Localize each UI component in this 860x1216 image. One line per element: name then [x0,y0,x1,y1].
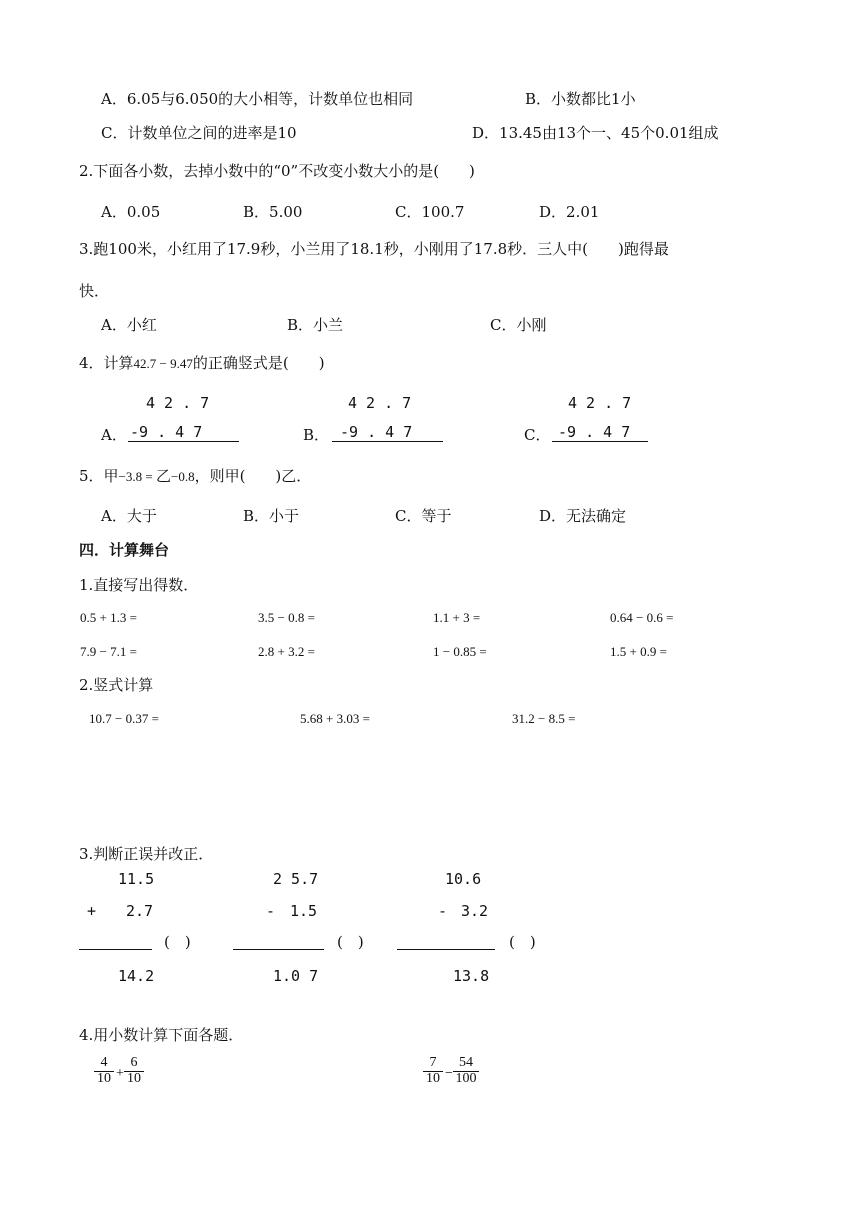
p2-item: 10.7 − 0.37 = [89,711,159,726]
p4-fraction [423,1056,443,1086]
q4-a-line [128,441,239,442]
p3-result: 14.2 [118,967,155,985]
q2-option-b: B．5.00 [243,203,303,221]
q4-c-line [552,441,648,442]
p1-item: 1.5 + 0.9 = [610,644,667,659]
p4-fraction [124,1056,144,1086]
p3-line [233,949,324,950]
p1-item: 3.5 − 0.8 = [258,610,315,625]
q2-option-d: D．2.01 [539,203,600,221]
p3-title: 3.判断正误并改正． [79,845,214,863]
p3-line [397,949,495,950]
q2-stem: 2.下面各小数，去掉小数中的“0”不改变小数大小的是( ) [79,162,475,180]
q5-stem [79,469,311,484]
q1-option-c: C．计数单位之间的进率是10 [101,124,297,142]
q4-a-label: A． [101,426,127,444]
q5-expr1: −3.8 = [118,469,156,484]
p2-item: 31.2 − 8.5 = [512,711,576,726]
q4-a-bottom: -9 . 4 7 [130,423,203,441]
q4-c-top: 4 2 . 7 [568,394,632,412]
p3-second: 3.2 [461,902,489,920]
q4-c-label: C． [524,426,551,444]
p2-title: 2.竖式计算 [79,676,154,694]
q2-option-a: A．0.05 [101,203,161,221]
p4-fraction [94,1056,114,1086]
numerator: 54 [459,1055,473,1070]
p1-item: 0.5 + 1.3 = [80,610,137,625]
p3-paren: ( ) [509,933,536,951]
q5-stem-suffix: ，则甲( )乙． [194,467,312,485]
denominator: 10 [97,1070,111,1086]
p3-top: 2 5.7 [273,870,319,888]
p3-line [79,949,152,950]
q4-b-top: 4 2 . 7 [348,394,412,412]
q3-option-a: A．小红 [101,316,157,334]
p3-top: 11.5 [118,870,155,888]
q2-option-c: C．100.7 [395,203,465,221]
q5-option-b: B．小于 [243,507,300,525]
p1-item: 7.9 − 7.1 = [80,644,137,659]
q1-option-d: D．13.45由13个一、45个0.01组成 [472,124,719,142]
q5-option-a: A．大于 [101,507,157,525]
p3-op: - [266,902,276,920]
q3-stem-line2: 快． [79,282,110,300]
p4-fraction [453,1056,479,1086]
q5-option-d: D．无法确定 [539,507,627,525]
p1-title: 1.直接写出得数． [79,576,199,594]
p3-op: + [87,902,97,920]
p3-second: 1.5 [290,902,318,920]
q5-option-c: C．等于 [395,507,452,525]
q4-c-bottom: -9 . 4 7 [558,423,631,441]
numerator: 7 [429,1055,437,1070]
p1-item: 1 − 0.85 = [433,644,487,659]
q5-stem-prefix: 5．甲 [79,467,119,485]
q1-option-a: A．6.05与6.050的大小相等，计数单位也相同 [101,90,414,108]
p4-op: − [445,1066,453,1081]
q5-expr2: −0.8 [170,469,195,484]
q3-option-b: B．小兰 [287,316,344,334]
p3-paren: ( ) [337,933,364,951]
denominator: 10 [127,1070,141,1086]
q3-option-c: C．小刚 [490,316,547,334]
q4-b-bottom: -9 . 4 7 [340,423,413,441]
q4-b-line [332,441,443,442]
q3-stem-line1: 3.跑100米，小红用了17.9秒，小兰用了18.1秒，小刚用了17.8秒．三人中( )跑得最 [79,240,669,258]
q4-stem-expr: 42.7 − 9.47 [133,356,193,371]
q5-stem-mid: 乙 [155,467,171,485]
p3-result: 1.0 7 [273,967,319,985]
p2-item: 5.68 + 3.03 = [300,711,370,726]
q4-stem-suffix: 的正确竖式是( ) [192,354,325,372]
numerator: 4 [100,1055,108,1070]
p3-top: 10.6 [445,870,482,888]
p3-result: 13.8 [453,967,490,985]
q4-b-label: B． [303,426,330,444]
p1-item: 1.1 + 3 = [433,610,481,625]
q4-a-top: 4 2 . 7 [146,394,210,412]
numerator: 6 [130,1055,138,1070]
section-heading: 四．计算舞台 [79,541,170,559]
p1-item: 0.64 − 0.6 = [610,610,674,625]
p3-second: 2.7 [126,902,154,920]
q4-stem [79,356,325,371]
denominator: 10 [426,1070,440,1086]
p4-title: 4.用小数计算下面各题． [79,1026,244,1044]
q4-stem-prefix: 4．计算 [79,354,134,372]
p4-op: + [116,1066,124,1081]
p1-item: 2.8 + 3.2 = [258,644,315,659]
q1-option-b: B．小数都比1小 [525,90,636,108]
p3-paren: ( ) [164,933,191,951]
denominator: 100 [455,1070,477,1086]
p3-op: - [438,902,448,920]
